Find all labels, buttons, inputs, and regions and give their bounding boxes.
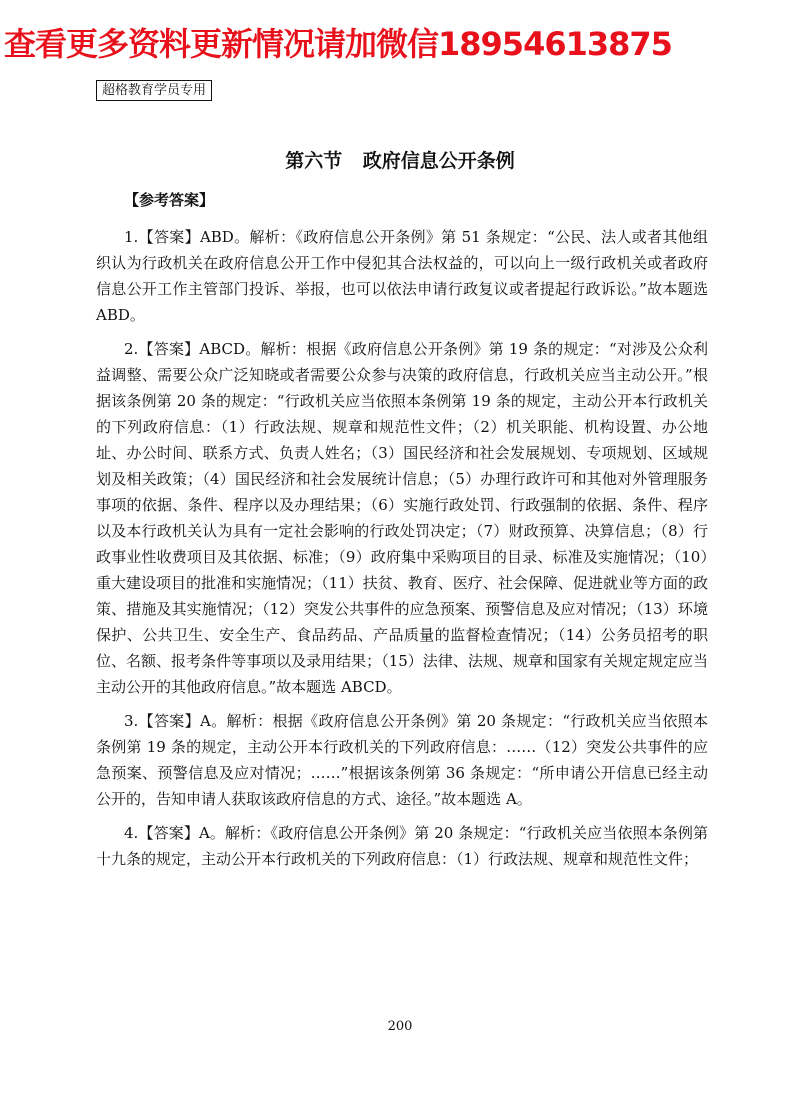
answer-label: 【答案】 — [138, 712, 200, 730]
answer-number: 3. — [124, 712, 139, 730]
answer-text: ABD。解析：《政府信息公开条例》第 51 条规定：“公民、法人或者其他组织认为行政机关在政府信息公开工作中侵犯其合法权益的，可以向上一级行政机关或者政府信息公开工作主管部门投诉、举报，也可以依法申请行政复议或者提起行政诉讼。”故本题选 ABD。 — [96, 228, 708, 324]
answer-label: 【答案】 — [138, 824, 199, 842]
answer-number: 1. — [124, 228, 139, 246]
answer-item — [96, 336, 708, 700]
answer-text: ABCD。解析：根据《政府信息公开条例》第 19 条的规定：“对涉及公众利益调整、需要公众广泛知晓或者需要公众参与决策的政府信息，行政机关应当主动公开。”根据该条例第 20 条的规定：“行政机关应当依照本条例第 19 条的规定，主动公开本行政机关的下列政府信息：（1）行政法规、规章和规范性文件；（2）机关职能、机构设置、办公地址、办公时间、联系方式、负责人姓名；（3）国民经济和社会发展规划、专项规划、区域规划及相关政策；（4）国民经济和社会发展统计信息；（5）办理行政许可和其他对外管理服务事项的依据、条件、程序以及办理结果；（6）实施行政处罚、行政强制的依据、条件、程序以及本行政机关认为具有一定社会影响的行政处罚决定；（7）财政预算、决算信息；（8）行政事业性收费项目及其依据、标准；（9）政府集中采购项目的目录、标准及实施情况；（10）重大建设项目的批准和实施情况；（11）扶贫、教育、医疗、社会保障、促进就业等方面的政策、措施及其实施情况；（12）突发公共事件的应急预案、预警信息及应对情况；（13）环境保护、公共卫生、安全生产、食品药品、产品质量的监督检查情况；（14）公务员招考的职位、名额、报考条件等事项以及录用结果；（15）法律、法规、规章和国家有关规定规定应当主动公开的其他政府信息。”故本题选 ABCD。 — [96, 340, 708, 696]
page-title: 第六节 政府信息公开条例 — [285, 150, 515, 172]
answer-item — [96, 708, 708, 812]
answer-number: 4. — [124, 824, 139, 842]
answer-number: 2. — [124, 340, 139, 358]
answer-item — [96, 820, 708, 872]
answer-label: 【答案】 — [138, 228, 200, 246]
section-label: 【参考答案】 — [124, 191, 215, 209]
answer-text: A。解析：根据《政府信息公开条例》第 20 条规定：“行政机关应当依照本条例第 19 条的规定，主动公开本行政机关的下列政府信息：……（12）突发公共事件的应急预案、预警信息及应对情况；……”根据该条例第 36 条规定：“所申请公开信息已经主动公开的，告知申请人获取该政府信息的方式、途径。”故本题选 A。 — [96, 712, 708, 808]
answer-item — [96, 224, 708, 328]
watermark-banner: 查看更多资料更新情况请加微信18954613875 — [4, 25, 672, 63]
answer-list — [96, 224, 708, 880]
page-number: 200 — [387, 1019, 413, 1034]
answer-text: A。解析：《政府信息公开条例》第 20 条规定：“行政机关应当依照本条例第十九条的规定，主动公开本行政机关的下列政府信息：（1）行政法规、规章和规范性文件； — [96, 824, 708, 868]
student-only-tag: 超格教育学员专用 — [96, 80, 212, 101]
answer-label: 【答案】 — [138, 340, 200, 358]
